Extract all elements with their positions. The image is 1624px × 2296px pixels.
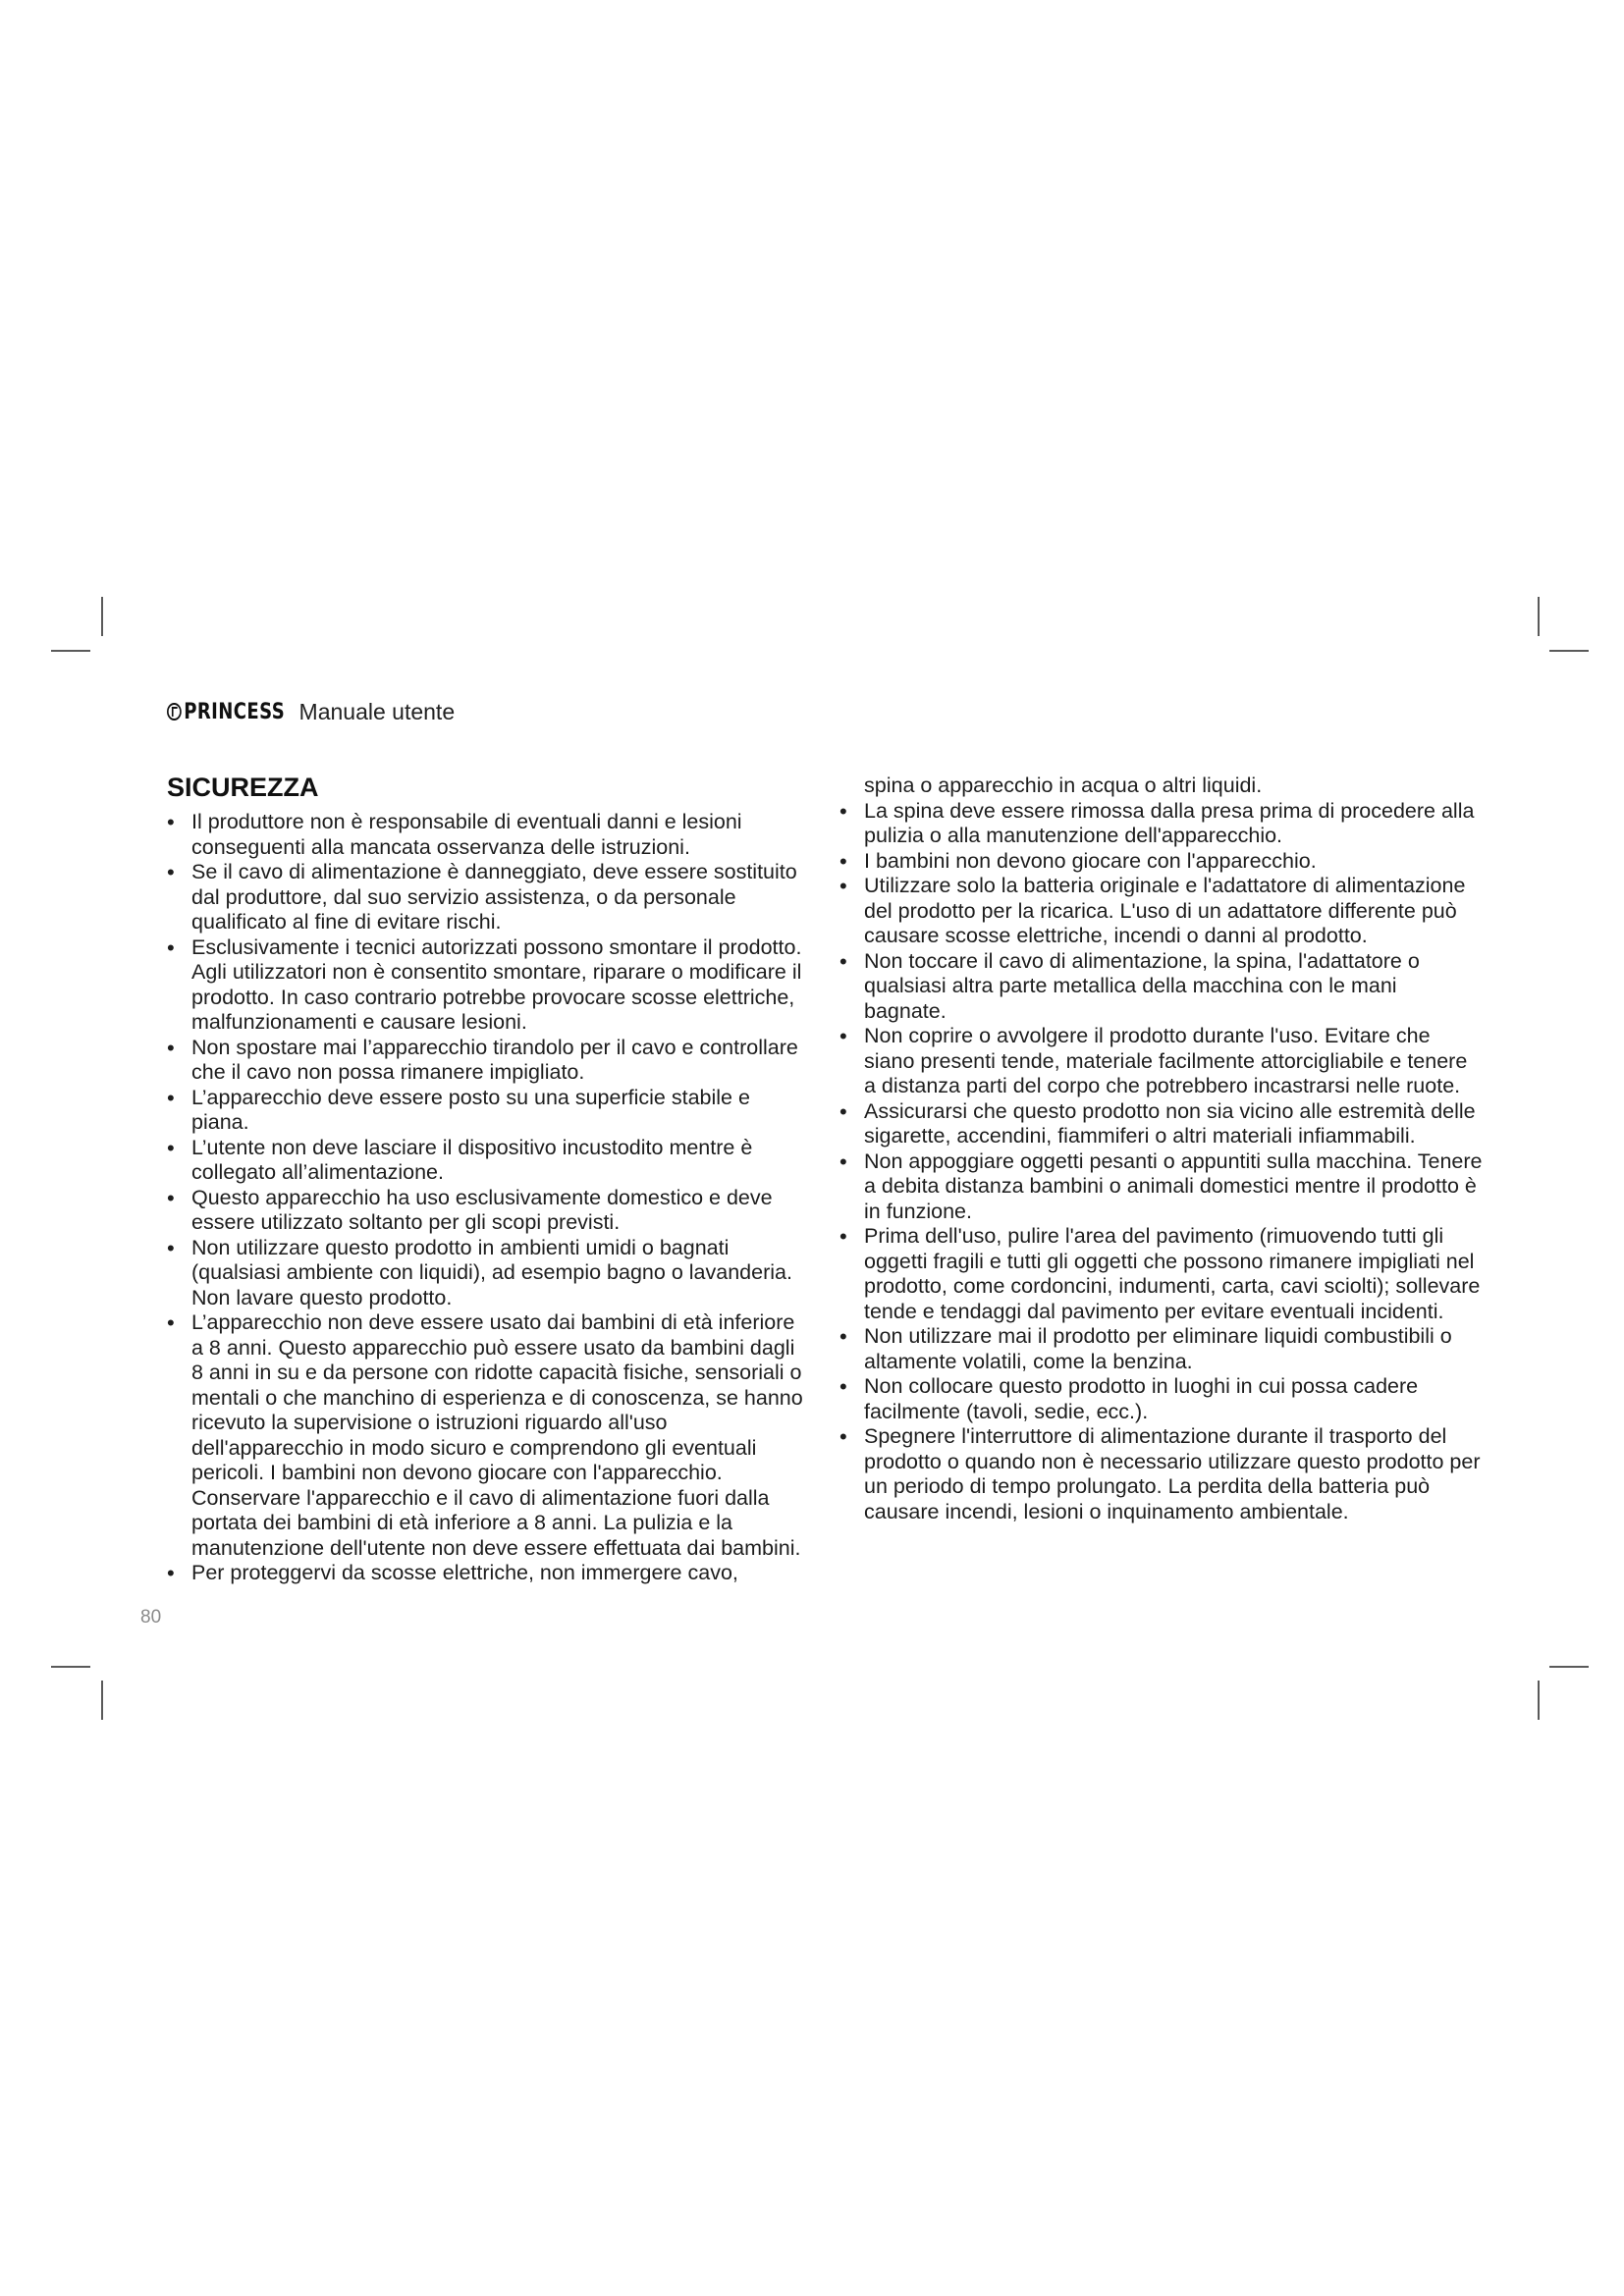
princess-crown-icon bbox=[167, 703, 182, 721]
brand-name: PRINCESS bbox=[184, 699, 286, 724]
right-bullet-list bbox=[839, 799, 1483, 1525]
bullet-item: • Utilizzare solo la batteria originale e l'adattatore di alimentazione del prodotto per la ricarica. L'uso di un adattatore differente può causare scosse elettriche, incendi o danni al prodotto. bbox=[839, 874, 1483, 949]
left-bullet-list bbox=[167, 810, 805, 1586]
bullet-item: • Spegnere l'interruttore di alimentazione durante il trasporto del prodotto o quando non è necessario utilizzare questo prodotto per un periodo di tempo prolungato. La perdita della batteria può causare incendi, lesioni o inquinamento ambientale. bbox=[839, 1424, 1483, 1524]
continued-text: spina o apparecchio in acqua o altri liquidi. bbox=[864, 774, 1263, 797]
right-column bbox=[839, 774, 1483, 1524]
crop-mark-bottom-right-horizontal bbox=[1549, 1666, 1589, 1668]
bullet-item: • Esclusivamente i tecnici autorizzati possono smontare il prodotto. Agli utilizzatori non è consentito smontare, riparare o modificare il prodotto. In caso contrario potrebbe provocare scosse elettriche, malfunzionamenti e causare lesioni. bbox=[167, 935, 805, 1036]
bullet-item: • Non appoggiare oggetti pesanti o appuntiti sulla macchina. Tenere a debita distanza bambini o animali domestici mentre il prodotto è in funzione. bbox=[839, 1149, 1483, 1225]
bullet-item: • Non coprire o avvolgere il prodotto durante l'uso. Evitare che siano presenti tende, materiale facilmente attorcigliabile e tenere a distanza parti del corpo che potrebbero incastrarsi nelle ruote. bbox=[839, 1024, 1483, 1099]
section-title: SICUREZZA bbox=[167, 773, 319, 802]
bullet-item: • Il produttore non è responsabile di eventuali danni e lesioni conseguenti alla mancata osservanza delle istruzioni. bbox=[167, 810, 805, 860]
bullet-item: • Non utilizzare mai il prodotto per eliminare liquidi combustibili o altamente volatili, come la benzina. bbox=[839, 1324, 1483, 1374]
left-column bbox=[167, 771, 805, 1586]
bullet-item: • Non utilizzare questo prodotto in ambienti umidi o bagnati (qualsiasi ambiente con liquidi), ad esempio bagno o lavanderia. Non lavare questo prodotto. bbox=[167, 1236, 805, 1311]
bullet-item: • Non collocare questo prodotto in luoghi in cui possa cadere facilmente (tavoli, sedie, ecc.). bbox=[839, 1374, 1483, 1424]
bullet-item: • L’apparecchio deve essere posto su una superficie stabile e piana. bbox=[167, 1086, 805, 1136]
crop-mark-bottom-left-vertical bbox=[101, 1681, 103, 1720]
bullet-item: • Questo apparecchio ha uso esclusivamente domestico e deve essere utilizzato soltanto per gli scopi previsti. bbox=[167, 1186, 805, 1236]
bullet-item: • Se il cavo di alimentazione è danneggiato, deve essere sostituito dal produttore, dal suo servizio assistenza, o da personale qualificato al fine di evitare rischi. bbox=[167, 860, 805, 935]
bullet-item: • L’apparecchio non deve essere usato dai bambini di età inferiore a 8 anni. Questo apparecchio può essere usato da bambini dagli 8 anni in su e da persone con ridotte capacità fisiche, sensoriali o mentali o che manchino di esperienza e di conoscenza, se hanno ricevuto la supervisione o istruzioni riguardo all'uso dell'apparecchio in modo sicuro e comprendono gli eventuali pericoli. I bambini non devono giocare con l'apparecchio. Conservare l'apparecchio e il cavo di alimentazione fuori dalla portata dei bambini di età inferiore a 8 anni. La pulizia e la manutenzione dell'utente non deve essere effettuata dai bambini. bbox=[167, 1310, 805, 1561]
page-header bbox=[167, 692, 455, 731]
crop-mark-bottom-right-vertical bbox=[1538, 1681, 1540, 1720]
page-number: 80 bbox=[140, 1607, 162, 1628]
crop-mark-top-right-vertical bbox=[1538, 597, 1540, 636]
bullet-item: • Assicurarsi che questo prodotto non sia vicino alle estremità delle sigarette, accendini, fiammiferi o altri materiali infiammabili. bbox=[839, 1099, 1483, 1149]
crop-mark-bottom-left-horizontal bbox=[51, 1666, 90, 1668]
bullet-item: • Non spostare mai l’apparecchio tirandolo per il cavo e controllare che il cavo non possa rimanere impigliato. bbox=[167, 1036, 805, 1086]
bullet-item: • L’utente non deve lasciare il dispositivo incustodito mentre è collegato all’alimentazione. bbox=[167, 1136, 805, 1186]
bullet-item: • La spina deve essere rimossa dalla presa prima di procedere alla pulizia o alla manutenzione dell'apparecchio. bbox=[839, 799, 1483, 849]
bullet-item: • I bambini non devono giocare con l'apparecchio. bbox=[839, 849, 1483, 875]
crop-mark-top-left-horizontal bbox=[51, 650, 90, 652]
bullet-item: • Non toccare il cavo di alimentazione, la spina, l'adattatore o qualsiasi altra parte metallica della macchina con le mani bagnate. bbox=[839, 949, 1483, 1025]
crop-mark-top-left-vertical bbox=[101, 597, 103, 636]
crop-mark-top-right-horizontal bbox=[1549, 650, 1589, 652]
bullet-item: • Per proteggervi da scosse elettriche, non immergere cavo, bbox=[167, 1561, 805, 1586]
manual-title: Manuale utente bbox=[298, 698, 456, 724]
brand-logo bbox=[167, 700, 285, 724]
bullet-item: • Prima dell'uso, pulire l'area del pavimento (rimuovendo tutti gli oggetti fragili e tutti gli oggetti che possono rimanere impigliati nel prodotto, come cordoncini, indumenti, carta, cavi sciolti); sollevare tende e tendaggi dal pavimento per evitare eventuali incidenti. bbox=[839, 1224, 1483, 1324]
